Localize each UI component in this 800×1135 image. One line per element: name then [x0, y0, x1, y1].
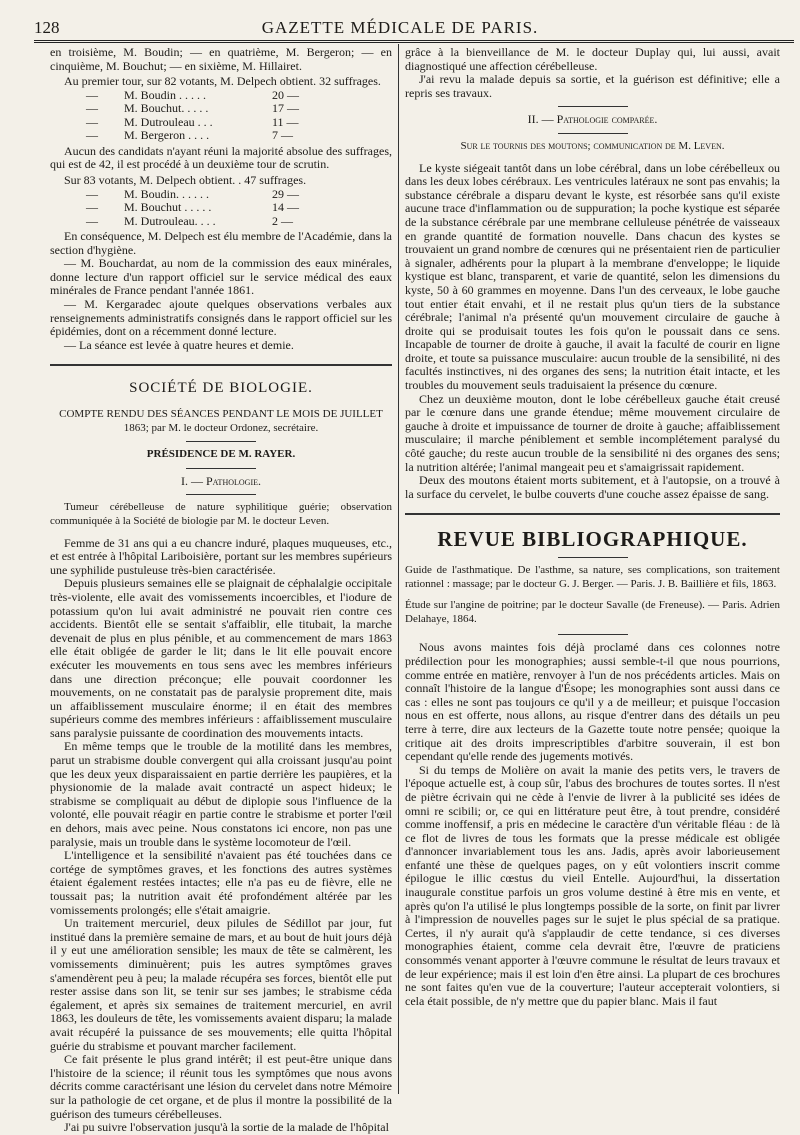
presidence-heading: PRÉSIDENCE DE M. RAYER. [146, 448, 296, 461]
vote-row: — M. Boudin . . . . . 20 — [86, 87, 299, 102]
page-header [0, 0, 800, 40]
body-paragraph: Ce fait présente le plus grand intérêt; il est peut-être unique dans l'histoire de la science; il réunit tous les symptômes que nous avons décrits comme caractérisant une lésion du cervelet dans notre Mémoire sur la pathologie de cet organe, et de plus il montre la possibilité de la guérison des tumeurs cérébelleuses. [50, 1052, 392, 1121]
society-title: SOCIÉTÉ DE BIOLOGIE. [129, 380, 313, 397]
short-rule [558, 106, 628, 107]
body-paragraph: Le kyste siégeait tantôt dans un lobe cérébral, dans un lobe cérébelleux ou dans les deux lobes cérébraux. Les ventricules latéraux ne sont pas envahis; la substance cérébrale a disparu devant le kyste, est résorbée sans qu'il existe aucune trace d'inflammation ou de suppuration; la poche kystique est séparée de la substance cérébrale par une membrane celluleuse pénétrée de vaisseaux en grande quantité de formation nouvelle. Dans chacun des kystes se trouvaient un grand nombre de cœnures qui ne présentaient rien de particulier à signaler, adhérents pour la plupart à la membrane d'enveloppe; le liquide kystique est blanc, transparent, et varie de quantité, selon les dimensions du kyste, 50 à 60 grammes en moyenne. Dans l'un des cerveaux, le lobe gauche tout entier était envahi, et il ne restait plus qu'un tiers de la substance cérébrale; l'animal n'a présenté qu'un mouvement circulaire de gauche à droite qui se produisait toutes les fois qu'on le poussait dans ce sens. Incapable de tourner de droite à gauche, il avait la faculté de courir en ligne droite, et toute sa puissance musculaire: aucun trouble de la sensibilité, ni des facultés instinctives, ni des organes des sens; la nutrition était intacte, et les troubles du mouvement seuls traduisaient la présence du cœnure. [405, 160, 780, 393]
body-paragraph: J'ai pu suivre l'observation jusqu'à la sortie de la malade de l'hôpital [64, 1120, 389, 1135]
revue-title: REVUE BIBLIOGRAPHIQUE. [437, 527, 748, 552]
vote-row: — M. Boudin. . . . . . 29 — [86, 186, 299, 201]
body-paragraph: J'ai revu la malade depuis sa sortie, et la guérison est définitive; elle a repris ses travaux. [405, 72, 780, 100]
vote-intro-text: en troisième, M. Boudin; — en quatrième, M. Bergeron; — en cinquième, M. Bouchut; — en sixième, M. Hillairet. [50, 45, 392, 73]
vote-row: — M. Bergeron . . . . 7 — [86, 128, 293, 143]
short-rule [186, 441, 256, 442]
elected-text: En conséquence, M. Delpech est élu membre de l'Académie, dans la section d'hygiène. [50, 229, 392, 257]
section-rule [50, 364, 392, 366]
vote-table-first-round [60, 75, 392, 143]
vote-header: Sur 83 votants, M. Delpech obtient. . 47 suffrages. [64, 172, 307, 187]
vote-row: — M. Bouchut. . . . . 17 — [86, 101, 299, 116]
body-paragraph: Deux des moutons étaient morts subitement, et à l'autopsie, on a trouvé à la surface du cervelet, le bulbe couverts d'une couche assez épaisse de sang. [405, 473, 780, 501]
body-paragraph: Chez un deuxième mouton, dont le lobe cérébelleux gauche était creusé par le cœnure dans une grande étendue; même mouvement circulaire de gauche à droite et impuissance de tourner de droite à gauche; affaiblissement musculaire; il marche péniblement et semble incomplétement paralysé du côté gauche; du reste aucun trouble de la sensibilité ni des organes des sens; la nutrition altérée; l'animal mangeait peu et s'amaigrissait rapidement. [405, 391, 780, 474]
review-paragraph: Nous avons maintes fois déjà proclamé dans ces colonnes notre prédilection pour les monographies; aussi semble-t-il que nous pourrions, comme entrée en matière, renvoyer à l'un de nos précédents articles. Mais on connaît l'histoire de la langue d'Ésope; les monographies sont aussi dans ce cas : elles ne sont pas toujours ce qu'il y a de meilleur; et puisque l'occasion nous en est offerte, nous allons, au risque d'entrer dans des détails un peu terre à terre, dire aux lecteurs de la Gazette toute notre pensée; quoique la critique ait des droits imprescriptibles d'arbitre souverain, il est bon cependant qu'elle rende des jugements motivés. [405, 640, 780, 764]
body-paragraph: En même temps que le trouble de la motilité dans les membres, parut un strabisme double convergent qui alla croissant jusqu'au point que les deux yeux disparaissaient en partie derrière les paupières, et la physionomie de la malade avait contracté un aspect hideux; le strabisme se compliquait au début de diplopie sous l'influence de la volonté, elle pouvait réagir en partie contre le strabisme et porter l'œil en dehors, mais avec peine. Nous constatons ici encore, non pas une paralysie, mais un trouble dans le système locomoteur de l'œil. [50, 739, 392, 849]
body-paragraph: Depuis plusieurs semaines elle se plaignait de céphalalgie occipitale très-violente, elle avait des vomissements incoercibles, et l'iodure de potassium qu'on lui avait administré ne pouvait rien contre ces accidents. Bientôt elle se sentait s'affaiblir, elle titubait, la marche devenait de plus en plus pénible, et au commencement de mars 1863 elle était obligée de garder le lit; dans le lit elle pouvait encore exécuter les mouvements en tous sens avec les membres inférieurs dans une direction préconçue; elle pouvait coordonner les mouvements, on ne constatait pas de paralysie proprement dite, mais un affaiblissement musculaire énorme; il en était des membres supérieurs comme des membres inférieurs : affaiblissement musculaire sans paralysie puissante de coordination des mouvements intacts. [50, 576, 392, 740]
vote-table-second-round [60, 174, 392, 228]
vote-header: Au premier tour, sur 82 votants, M. Delpech obtient. 32 suffrages. [64, 74, 381, 89]
short-rule [558, 133, 628, 134]
bibliography-reference: Étude sur l'angine de poitrine; par le docteur Savalle (de Freneuse). — Paris. Adrien Delahaye, 1864. [405, 599, 780, 625]
short-rule [186, 494, 256, 495]
review-paragraph: Si du temps de Molière on avait la manie des petits vers, le travers de l'époque actuelle est, à coup sûr, l'abus des brochures de toutes sortes. Il n'est de piètre écrivain qui ne cède à l'envie de livrer à la publicité ses idées de omni re scibili; or, ce qui en littérature peut être, à tout prendre, considéré comme inoffensif, a pris en médecine le caractère d'un véritable fléau : de là ce flot de livres de tous les formats que la presse médicale est obligée d'annoncer invariablement tous les ans. Jadis, après avoir laborieusement enfanté une thèse de quelques pages, on y eût volontiers inscrit comme épilogue le illic cœstus du vieil Entelle. Aujourd'hui, la dissertation inaugurale constitue parfois un gros volume destiné à être mis en vente, et après qu'on l'a utilisé le plus longtemps possible de la sorte, on finit par livrer à l'impression de nouvelles pages sur le sujet le plus spécial de sa pratique. Certes, il n'y aurait qu'à s'applaudir de cette tendance, si ces diverses monographies étaient, comme cela devrait être, l'œuvre de praticiens consommés venant apporter à l'œuvre commune le résultat de leurs travaux et de leur expérience; mais il est loin d'en être ainsi. La plupart de ces brochures ne sont faites qu'en vue de la couverture; l'auteur accepterait volontiers, si cela était possible, de n'y mettre que du papier blanc. Mais il faut [405, 762, 780, 1008]
vote-row: — M. Dutrouleau. . . . 2 — [86, 213, 293, 228]
vote-row: — M. Dutrouleau . . . 11 — [86, 114, 299, 129]
short-rule [186, 468, 256, 469]
body-paragraph: Femme de 31 ans qui a eu chancre induré, plaques muqueuses, etc., et est entrée à l'hôpital Lariboisière, portant sur les membres supérieurs une syphilide pustuleuse très-bien caractérisée. [50, 535, 392, 577]
kergaradec-text: — M. Kergaradec ajoute quelques observations verbales aux renseignements administratifs consignés dans le rapport officiel sur les épidémies, dont on a récemment donné lecture. [50, 297, 392, 339]
left-column [50, 46, 392, 1135]
majority-text: Aucun des candidats n'ayant réuni la majorité absolue des suffrages, qui est de 42, il est procédé à un deuxième tour de scrutin. [50, 143, 392, 172]
article-title-tumeur: Tumeur cérébelleuse de nature syphilitique guérie; observation communiquée à la Société de biologie par M. le docteur Leven. [50, 501, 392, 527]
session-close-text: — La séance est levée à quatre heures et demie. [64, 337, 294, 352]
header-rule [34, 40, 794, 43]
section-heading-pathologie-comparee: II. — Pathologie comparée. [527, 112, 658, 127]
body-paragraph: L'intelligence et la sensibilité n'avaient pas été touchées dans ce cortége de symptômes graves, et les fonctions des autres systèmes étaient également restées intactes; elle n'a pas eu de fièvre, elle ne toussait pas; la nutrition avait été profondément altérée par les vomissements prolongés; elle s'était amaigrie. [50, 848, 392, 917]
article-title-tournis: Sur le tournis des moutons; communication de M. Leven. [460, 139, 725, 152]
bibliography-reference: Guide de l'asthmatique. De l'asthme, sa nature, ses complications, son traitement rationnel : massage; par le docteur G. J. Berger. — Paris. J. B. Baillière et fils, 1863. [405, 564, 780, 590]
page-number: 128 [34, 18, 60, 37]
body-paragraph: grâce à la bienveillance de M. le docteur Duplay qui, lui aussi, avait diagnostiqué une affection cérébelleuse. [405, 45, 780, 73]
compte-rendu-heading: COMPTE RENDU DES SÉANCES PENDANT LE MOIS DE JUILLET 1863; par M. le docteur Ordonez, secrétaire. [59, 408, 383, 434]
column-divider [398, 44, 399, 1094]
body-paragraph: Un traitement mercuriel, deux pilules de Sédillot par jour, fut institué dans la première semaine de mars, et au bout de huit jours déjà il y eut une amélioration sensible; les maux de tête se calmèrent, les vomissements diminuèrent; puis les autres symptômes graves s'amendèrent peu à peu; la malade récupéra ses forces, bientôt elle put rester assise dans son lit, se tenir sur ses jambes; le strabisme céda également, et après six semaines de traitement mercuriel, en avril 1863, les douleurs de tête, les vomissements avaient disparu; la malade avait récupéré la puissance de ses mouvements; elle quitta l'hôpital guérie du strabisme et pouvant marcher facilement. [50, 916, 392, 1053]
section-rule [405, 513, 780, 515]
short-rule [558, 557, 628, 558]
journal-title: GAZETTE MÉDICALE DE PARIS. [261, 18, 539, 37]
section-heading-pathologie: I. — Pathologie. [181, 473, 261, 488]
bouchardat-text: — M. Bouchardat, au nom de la commission des eaux minérales, donne lecture d'un rapport officiel sur le service médical des eaux minérales de France pendant l'année 1861. [50, 256, 392, 298]
right-column [405, 46, 780, 1008]
short-rule [558, 634, 628, 635]
vote-row: — M. Bouchut . . . . . 14 — [86, 200, 299, 215]
